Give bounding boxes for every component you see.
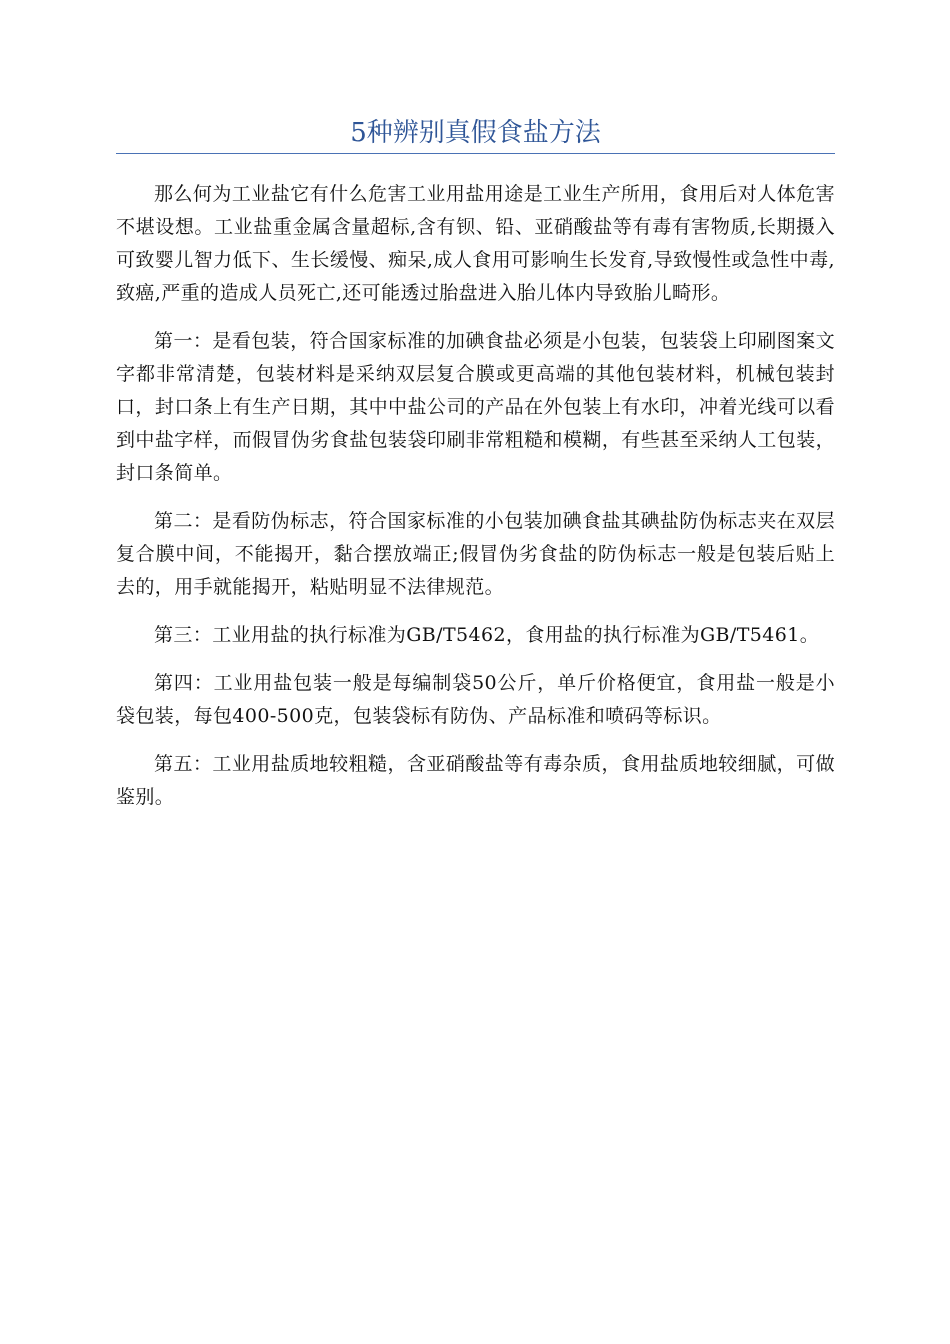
paragraph-method-1: 第一：是看包装，符合国家标准的加碘食盐必须是小包装，包装袋上印刷图案文字都非常清楚，包装材料是采纳双层复合膜或更高端的其他包装材料，机械包装封口，封口条上有生产日期，其中中盐公司的产品在外包装上有水印，冲着光线可以看到中盐字样，而假冒伪劣食盐包装袋印刷非常粗糙和模糊，有些甚至采纳人工包装，封口条简单。	[116, 330, 835, 484]
paragraph-method-5: 第五：工业用盐质地较粗糙，含亚硝酸盐等有毒杂质，食用盐质地较细腻，可做鉴别。	[116, 753, 835, 808]
page-title: 5种辨别真假食盐方法	[350, 118, 601, 148]
paragraph-method-4: 第四：工业用盐包装一般是每编制袋50公斤，单斤价格便宜，食用盐一般是小袋包装，每包400-500克，包装袋标有防伪、产品标准和喷码等标识。	[116, 672, 835, 727]
paragraph-intro: 那么何为工业盐它有什么危害工业用盐用途是工业生产所用，食用后对人体危害不堪设想。工业盐重金属含量超标,含有钡、铅、亚硝酸盐等有毒有害物质,长期摄入可致婴儿智力低下、生长缓慢、痴呆,成人食用可影响生长发育,导致慢性或急性中毒,致癌,严重的造成人员死亡,还可能透过胎盘进入胎儿体内导致胎儿畸形。	[116, 183, 835, 304]
paragraph-method-3: 第三：工业用盐的执行标准为GB/T5462，食用盐的执行标准为GB/T5461。	[154, 624, 820, 646]
title-block	[116, 116, 835, 154]
paragraph-method-2: 第二：是看防伪标志，符合国家标准的小包装加碘食盐其碘盐防伪标志夹在双层复合膜中间，不能揭开，黏合摆放端正;假冒伪劣食盐的防伪标志一般是包装后贴上去的，用手就能揭开，粘贴明显不法律规范。	[116, 510, 835, 598]
document-body	[116, 178, 835, 829]
title-underline	[116, 153, 835, 154]
